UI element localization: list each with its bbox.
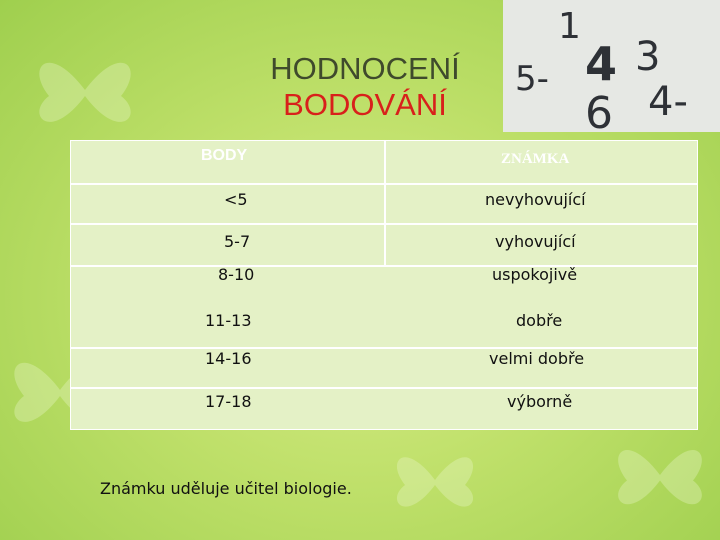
table-cell-grade: vyhovující	[495, 232, 576, 251]
table-cell-points: 11-13	[205, 311, 252, 330]
handwritten-numbers-image	[503, 0, 720, 132]
table-cell-grade: nevyhovující	[485, 190, 586, 209]
row-divider	[71, 223, 697, 225]
row-divider	[71, 387, 697, 389]
table-cell-grade: výborně	[507, 392, 573, 411]
row-divider	[71, 347, 697, 349]
table-cell-grade: uspokojivě	[492, 265, 578, 284]
table-cell-points: 17-18	[205, 392, 252, 411]
column-divider	[384, 141, 386, 265]
table-cell-grade: velmi dobře	[489, 349, 585, 368]
table-cell-points: 14-16	[205, 349, 252, 368]
slide-title: HODNOCENÍ	[270, 51, 460, 86]
row-divider	[71, 265, 697, 267]
footer-note: Známku uděluje učitel biologie.	[100, 479, 352, 498]
digit-label: 5-	[515, 59, 549, 99]
butterfly-icon	[380, 430, 490, 530]
table-cell-points: 5-7	[224, 232, 251, 251]
digit-label: 4	[585, 37, 618, 91]
digit-label: 3	[635, 34, 661, 80]
table-cell-points: 8-10	[218, 265, 255, 284]
digit-label: 6	[585, 88, 613, 132]
slide-subtitle: BODOVÁNÍ	[283, 87, 447, 122]
column-header-grade: ZNÁMKA	[501, 151, 570, 167]
butterfly-icon	[20, 30, 150, 150]
grading-table	[70, 140, 698, 430]
digit-label: 1	[558, 6, 581, 47]
table-cell-points: <5	[224, 190, 248, 209]
butterfly-icon	[600, 420, 720, 530]
table-cell-grade: dobře	[516, 311, 563, 330]
digit-label: 4-	[648, 79, 688, 125]
column-header-points: BODY	[201, 147, 248, 164]
